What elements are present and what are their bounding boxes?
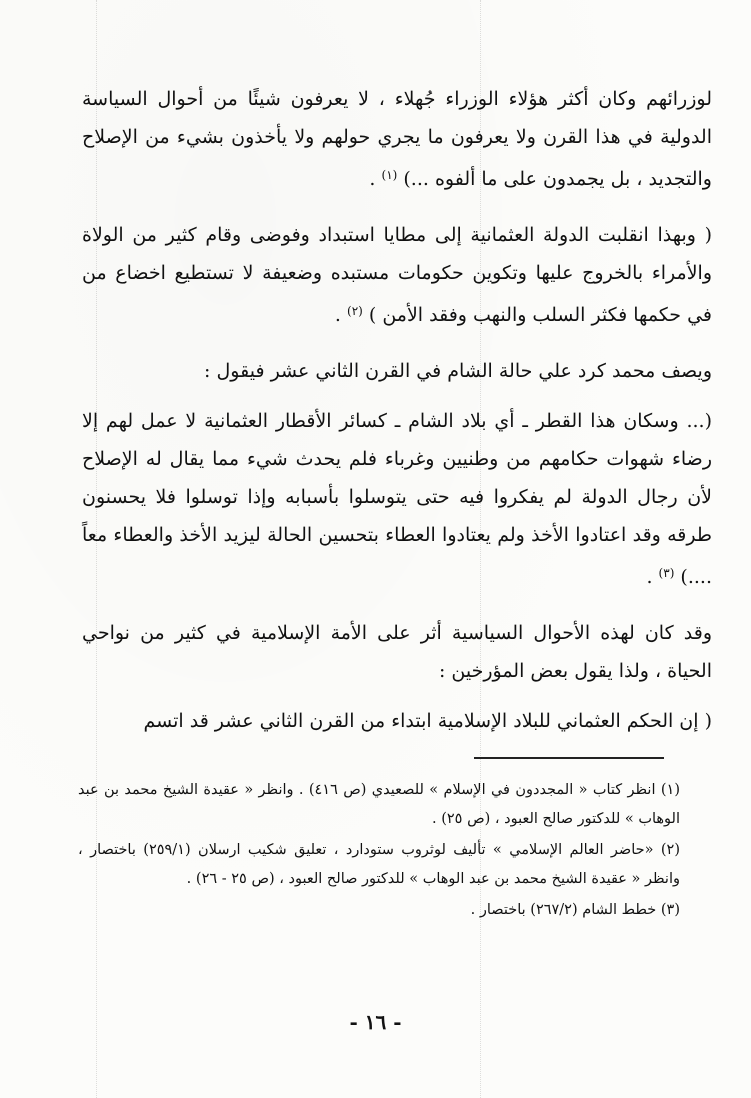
- main-text: [82, 80, 712, 758]
- paragraph-text: وقد كان لهذه الأحوال السياسية أثر على الأمة الإسلامية في كثير من نواحي الحياة ، ولذا يقول بعض المؤرخين :: [82, 622, 712, 682]
- paragraph-text: (... وسكان هذا القطر ـ أي بلاد الشام ـ كسائر الأقطار العثمانية لا عمل لهم إلا رضاء شهوات حكامهم من وطنيين وغرباء فلم يحدث شيء مما يقال له الإصلاح لأن رجال الدولة لم يفكروا فيه حتى يتوسلوا بأسبابه وإذا توسلوا فلا يحسنون طرقه وقد اعتادوا الأخذ ولم يعتادوا العطاء بتحسين الحالة ليزيد الأخذ والعطاء معاً ....): [82, 410, 712, 588]
- paragraph-text: ويصف محمد كرد علي حالة الشام في القرن الثاني عشر فيقول :: [204, 360, 712, 382]
- paragraph-text: ( إن الحكم العثماني للبلاد الإسلامية ابتداء من القرن الثاني عشر قد اتسم: [143, 710, 712, 732]
- footnote-ref: (٣): [658, 566, 675, 580]
- footnote-ref: (١): [381, 168, 398, 182]
- paragraph-1: [82, 80, 712, 198]
- footnote-3: (٣) خطط الشام (٢٦٧/٢) باختصار .: [470, 902, 680, 918]
- paragraph-3: [82, 352, 712, 390]
- footnote-separator: [474, 757, 664, 759]
- footnote-ref: (٢): [347, 304, 363, 318]
- trailing-dot: .: [369, 168, 376, 190]
- trailing-dot: .: [334, 304, 341, 326]
- footnote-1: (١) انظر كتاب « المجددون في الإسلام » للصعيدي (ص ٤١٦) . وانظر « عقيدة الشيخ محمد بن عبد الوهاب » للدكتور صالح العبود ، (ص ٢٥) .: [78, 782, 680, 827]
- paragraph-2: [82, 216, 712, 334]
- footnote-2: (٢) «حاضر العالم الإسلامي » تأليف لوثروب ستودارد ، تعليق شكيب ارسلان (٢٥٩/١) باختصار ، وانظر « عقيدة الشيخ محمد بن عبد الوهاب » للدكتور صالح العبود ، (ص ٢٥ - ٢٦) .: [78, 842, 680, 887]
- paragraph-4: [82, 402, 712, 596]
- trailing-dot: .: [646, 566, 653, 588]
- footnotes: [78, 776, 680, 927]
- paragraph-6: [82, 702, 712, 740]
- paragraph-text: ( وبهذا انقلبت الدولة العثمانية إلى مطايا استبداد وفوضى وقام كثير من الولاة والأمراء بالخروج عليها وتكوين حكومات مستبده وضعيفة لا تستطيع اخضاع من في حكمها فكثر السلب والنهب وفقد الأمن ): [82, 224, 712, 326]
- page-number: - ١٦ -: [349, 1010, 402, 1034]
- paragraph-5: [82, 614, 712, 690]
- paragraph-text: لوزرائهم وكان أكثر هؤلاء الوزراء جُهلاء ، لا يعرفون شيئًا من أحوال السياسة الدولية في هذا القرن ولا يعرفون ما يجري حولهم ولا يأخذون بشيء من الإصلاح والتجديد ، بل يجمدون على ما ألفوه ...): [82, 88, 712, 190]
